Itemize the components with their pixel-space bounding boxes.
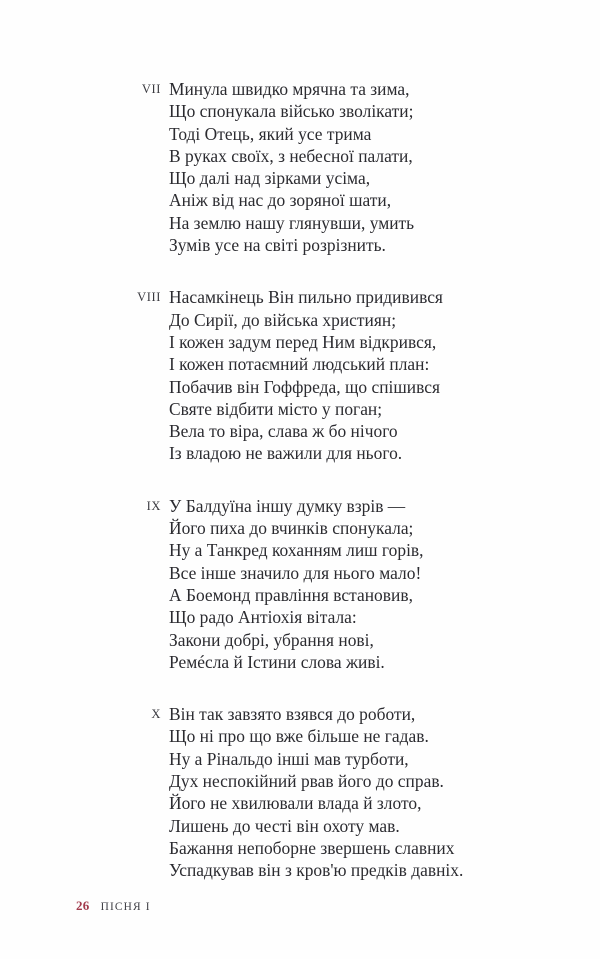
stanza bbox=[0, 286, 600, 464]
poem-body bbox=[0, 78, 600, 882]
verse-line: Ремéсла й Істини слова живі. bbox=[169, 651, 385, 672]
running-head: ПІСНЯ І bbox=[100, 901, 151, 913]
verse-line: Його пиха до вчинків спонукала; bbox=[169, 518, 414, 539]
verse-line: Насамкінець Він пильно придивився bbox=[169, 287, 443, 308]
stanza-lines bbox=[169, 495, 600, 673]
verse-line: Святе відбити місто у поган; bbox=[169, 398, 383, 419]
verse-line: Все інше значило для нього мало! bbox=[169, 562, 422, 583]
verse-line: І кожен задум перед Ним відкрився, bbox=[169, 331, 437, 352]
stanza-inner bbox=[0, 78, 600, 256]
stanza-numeral: X bbox=[151, 707, 161, 722]
verse-line: Лишень до честі він охоту мав. bbox=[169, 815, 400, 836]
stanza-numeral: VII bbox=[141, 82, 161, 96]
stanza-inner bbox=[0, 286, 600, 464]
verse-line: Дух неспокійний рвав його до справ. bbox=[169, 771, 444, 792]
verse-line: Що спонукала військо зволікати; bbox=[169, 101, 414, 122]
stanza-numeral: VIII bbox=[137, 290, 161, 305]
verse-line: Аніж від нас до зоряної шати, bbox=[169, 190, 392, 211]
stanza-numeral: IX bbox=[146, 498, 161, 513]
verse-line: І кожен потаємний людський план: bbox=[169, 354, 430, 375]
stanza-lines bbox=[169, 703, 600, 881]
verse-line: Тоді Отець, який усе трима bbox=[169, 123, 372, 144]
verse-line: Минула швидко мрячна та зима, bbox=[169, 79, 410, 99]
verse-line: Що ні про що вже більше не гадав. bbox=[169, 726, 429, 747]
verse-line: Побачив він Гоффреда, що спішився bbox=[169, 376, 441, 397]
verse-line: Що далі над зірками усіма, bbox=[169, 168, 371, 189]
verse-line: Він так завзято взявся до роботи, bbox=[169, 704, 416, 725]
verse-line: Що радо Антіохія вітала: bbox=[169, 607, 357, 628]
stanza bbox=[0, 703, 600, 881]
verse-line: Закони добрі, убрання нові, bbox=[169, 629, 374, 650]
stanza-lines bbox=[169, 78, 600, 256]
stanza bbox=[0, 78, 600, 256]
stanza-lines bbox=[169, 286, 600, 464]
verse-line: Успадкував він з кров'ю предків давніх. bbox=[169, 860, 464, 881]
verse-line: На землю нашу глянувши, умить bbox=[169, 212, 415, 233]
verse-line: До Сирії, до війська християн; bbox=[169, 309, 397, 330]
verse-line: Вела то віра, слава ж бо нічого bbox=[169, 421, 398, 442]
stanza-inner bbox=[0, 703, 600, 881]
verse-line: У Балдуїна іншу думку взрів — bbox=[169, 495, 406, 516]
verse-line: Ну а Рінальдо інші мав турботи, bbox=[169, 748, 409, 769]
verse-line: Його не хвилювали влада й злото, bbox=[169, 793, 422, 814]
verse-line: Зумів усе на світі розрізнить. bbox=[169, 235, 386, 256]
verse-line: В руках своїх, з небесної палати, bbox=[169, 145, 413, 166]
stanza-inner bbox=[0, 495, 600, 673]
verse-line: Із владою не важили для нього. bbox=[169, 443, 403, 464]
stanza bbox=[0, 495, 600, 673]
verse-line: Бажання непоборне звершень славних bbox=[169, 837, 455, 858]
folio-number: 26 bbox=[76, 898, 90, 913]
verse-line: А Боемонд правління встановив, bbox=[169, 584, 413, 605]
verse-line: Ну а Танкред коханням лиш горів, bbox=[169, 540, 424, 561]
page-footer bbox=[76, 898, 151, 914]
